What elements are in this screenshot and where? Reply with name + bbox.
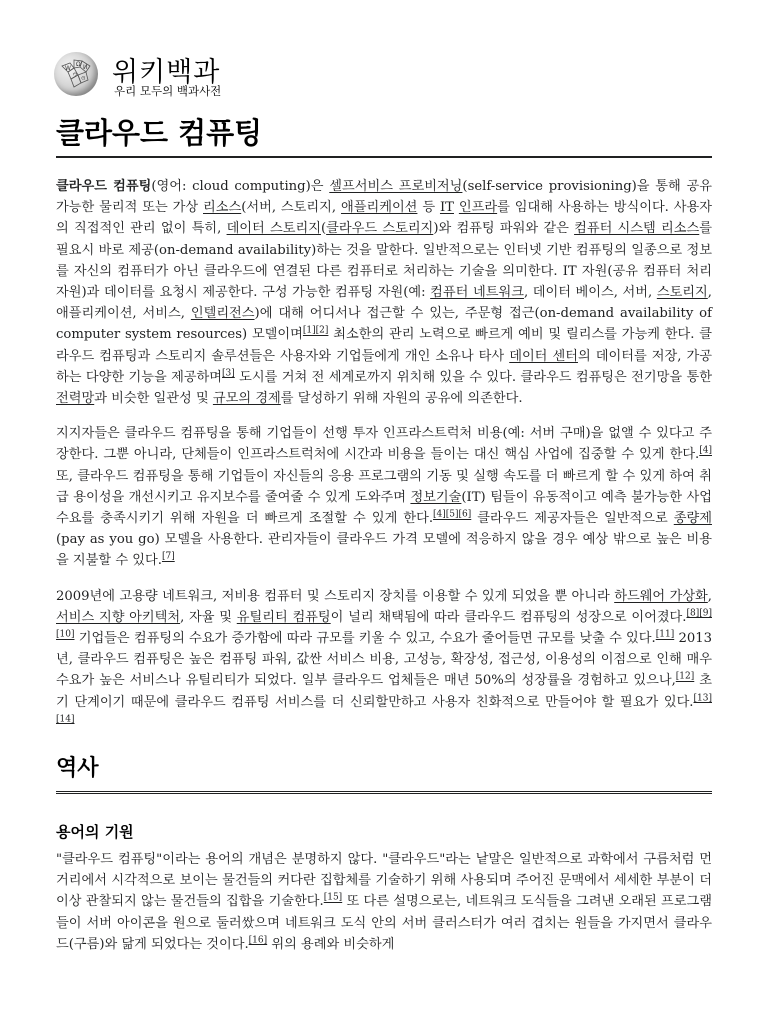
citation-15[interactable]: [15] bbox=[323, 893, 343, 904]
link-pay-as-you-go[interactable]: 종량제 bbox=[673, 511, 712, 527]
link-computer-system-resource[interactable]: 컴퓨터 시스템 리소스 bbox=[574, 221, 700, 237]
site-tagline: 우리 모두의 백과사전 bbox=[114, 84, 222, 98]
text: , 데이터 베이스, 서버, bbox=[523, 285, 657, 301]
term-bold: 클라우드 컴퓨팅 bbox=[56, 179, 152, 194]
page-title: 클라우드 컴퓨팅 bbox=[56, 116, 712, 158]
text: ( bbox=[320, 221, 327, 237]
text: (영어: cloud computing)은 bbox=[151, 179, 330, 194]
text: 초기 단계이기 때문에 클라우드 컴퓨팅 서비스를 더 신뢰할만하고 사용자 친화적으로 만들어야 할 필요가 있다. bbox=[56, 673, 712, 710]
text: 또 다른 설명으로는, 네트워크 도식들을 그려낸 오래된 프로그램들이 서버 아이콘을 원으로 둘러쌌으며 네트워크 도식 안의 서버 클러스터가 여러 겹치는 원들을 가지면서 클라우드(구름)와 닮게 되었다는 것이다. bbox=[56, 894, 712, 952]
link-information-technology[interactable]: 정보기술 bbox=[410, 489, 462, 505]
site-name[interactable]: 위키백과 bbox=[112, 57, 221, 88]
text: 도시를 거쳐 전 세계로까지 위치해 있을 수 있다. 클라우드 컴퓨팅은 전기망을 통한 bbox=[234, 369, 712, 385]
paragraph-term-origin bbox=[56, 849, 712, 955]
text: (self-service provisioning)을 통해 공유 가능한 물리적 또는 가상 bbox=[56, 179, 712, 216]
link-data-center[interactable]: 데이터 센터 bbox=[509, 348, 578, 364]
text: (IT) 팀들이 유동적이고 예측 불가능한 사업 수요를 충족시키기 위해 자원을 더 빠르게 조절할 수 있게 한다. bbox=[56, 489, 712, 527]
text: (pay as you go) 모델을 사용한다. 관리자들이 클라우드 가격 모델에 적응하지 않을 경우 예상 밖으로 높은 비용을 지불할 수 있다. bbox=[56, 532, 712, 569]
text: )에 대해 어디서나 접근할 수 있는, 주문형 접근(on-demand availability of computer system resources) 모델이며 bbox=[56, 306, 712, 343]
text: "클라우드 컴퓨팅"이라는 용어의 개념은 분명하지 않다. "클라우드"라는 낱말은 일반적으로 과학에서 구름처럼 먼 거리에서 시각적으로 보이는 물건들의 커다란 집합체를 기술하기 위해 사용되며 주어진 문맥에서 세세한 부분이 더 이상 관찰되지 않는 물건들의 집합을 기술한다. bbox=[56, 852, 712, 910]
link-resource[interactable]: 리소스 bbox=[203, 200, 242, 216]
text: 기업들은 컴퓨팅의 수요가 증가함에 따라 규모를 키울 수 있고, 수요가 줄어들면 규모를 낮출 수 있다. bbox=[74, 631, 656, 647]
citation-4[interactable]: [4] bbox=[699, 446, 712, 457]
text: 를 임대해 사용하는 방식이다. 사용자의 직접적인 관리 없이 특히, bbox=[56, 200, 712, 237]
link-it[interactable]: IT bbox=[439, 200, 454, 216]
link-storage[interactable]: 스토리지 bbox=[656, 285, 708, 301]
citation-11[interactable]: [11] bbox=[655, 629, 675, 640]
paragraph-growth bbox=[56, 586, 712, 734]
text: 또, 클라우드 컴퓨팅을 통해 기업들이 자신들의 응용 프로그램의 기동 및 실행 속도를 더 빠르게 할 수 있게 하여 취급 용이성을 개선시키고 유지보수를 줄여줄 수 있게 도와주며 bbox=[56, 468, 712, 505]
citation-3[interactable]: [3] bbox=[222, 368, 235, 379]
citation-1-2[interactable]: [1][2] bbox=[302, 326, 329, 337]
subsection-heading-origin: 용어의 기원 bbox=[56, 823, 134, 841]
citation-8-9-10[interactable]: [8][9][10] bbox=[56, 608, 712, 640]
citation-7[interactable]: [7] bbox=[161, 552, 175, 563]
svg-text:ও: ও bbox=[81, 75, 86, 82]
text: )와 컴퓨팅 파워와 같은 bbox=[433, 221, 575, 237]
wikipedia-globe-icon bbox=[54, 52, 98, 96]
link-data-storage[interactable]: 데이터 스토리지 bbox=[226, 221, 321, 237]
section-heading-history: 역사 bbox=[56, 755, 712, 794]
text: 과 비슷한 일관성 및 bbox=[94, 391, 213, 407]
link-cloud-storage[interactable]: 클라우드 스토리지 bbox=[326, 221, 434, 237]
link-soa[interactable]: 서비스 지향 아키텍처 bbox=[56, 609, 181, 625]
link-hardware-virtualization[interactable]: 하드웨어 가상화 bbox=[614, 588, 708, 604]
paragraph-intro bbox=[56, 176, 712, 409]
text: (서버, 스토리지, bbox=[241, 200, 341, 216]
article-body bbox=[56, 176, 712, 748]
link-power-grid[interactable]: 전력망 bbox=[56, 391, 95, 407]
svg-text:W: W bbox=[65, 65, 71, 72]
text: 최소한의 관리 노력으로 빠르게 예비 및 릴리스를 가능케 한다. 클라우드 컴퓨팅과 스토리지 솔루션들은 사용자와 기업들에게 개인 소유나 타사 bbox=[56, 327, 713, 364]
text: 를 필요시 바로 제공(on-demand availability)하는 것을 말한다. 일반적으로는 인터넷 기반 컴퓨팅의 일종으로 정보를 자신의 컴퓨터가 아닌 클라우드에 연결된 다른 컴퓨터로 처리하는 기술을 의미한다. IT 자원(공유 컴퓨터 처리 자원)과 데이터를 요청시 제공한다. 구성 가능한 컴퓨팅 자원(예: bbox=[56, 221, 712, 301]
citation-4-5-6[interactable]: [4][5][6] bbox=[433, 509, 472, 520]
text: 지지자들은 클라우드 컴퓨팅을 통해 기업들이 선행 투자 인프라스트럭처 비용(예: 서버 구매)을 없앨 수 있다고 주장한다. 그뿐 아니라, 단체들이 인프라스트럭처에 시간과 비용을 들이는 대신 핵심 사업에 집중할 수 있게 한다. bbox=[56, 426, 712, 463]
text: , bbox=[707, 588, 712, 604]
text: 를 달성하기 위해 자원의 공유에 의존한다. bbox=[280, 391, 523, 407]
svg-text:И: И bbox=[83, 64, 88, 71]
link-utility-computing[interactable]: 유틸리티 컴퓨팅 bbox=[236, 609, 331, 625]
text: 2013년, 클라우드 컴퓨팅은 높은 컴퓨팅 파워, 값싼 서비스 비용, 고성능, 확장성, 접근성, 이용성의 이점으로 인해 매우 수요가 높은 서비스나 유틸리티가 되었다. 일부 클라우드 업체들은 매년 50%의 성장률을 경험하고 있으나, bbox=[56, 631, 712, 689]
text: 이 널리 채택됨에 따라 클라우드 컴퓨팅의 성장으로 이어졌다. bbox=[330, 609, 687, 625]
citation-12[interactable]: [12] bbox=[675, 672, 695, 683]
text: , 애플리케이션, 서비스, bbox=[56, 285, 712, 322]
text: 2009년에 고용량 네트워크, 저비용 컴퓨터 및 스토리지 장치를 이용할 수 있게 되었을 뿐 아니라 bbox=[56, 588, 615, 604]
citation-13-14[interactable]: [13][14] bbox=[56, 693, 712, 725]
text: 등 bbox=[417, 200, 440, 216]
text: 클라우드 제공자들은 일반적으로 bbox=[471, 511, 674, 527]
svg-text:Ω: Ω bbox=[76, 61, 81, 68]
article-body-history bbox=[56, 849, 712, 955]
text: , 자율 및 bbox=[180, 609, 237, 625]
site-header[interactable] bbox=[54, 50, 354, 100]
link-self-service-provisioning[interactable]: 셀프서비스 프로비저닝 bbox=[329, 179, 463, 194]
link-intelligence[interactable]: 인텔리전스 bbox=[190, 306, 255, 322]
link-infra[interactable]: 인프라 bbox=[458, 200, 498, 216]
paragraph-proponents bbox=[56, 423, 712, 571]
link-computer-network[interactable]: 컴퓨터 네트워크 bbox=[430, 285, 524, 301]
svg-text:ウ: ウ bbox=[72, 72, 79, 79]
text: 위의 용례와 비슷하게 bbox=[267, 936, 395, 952]
link-application[interactable]: 애플리케이션 bbox=[340, 200, 418, 216]
text: 의 데이터를 저장, 가공하는 다양한 기능을 제공하며 bbox=[56, 348, 712, 385]
citation-16[interactable]: [16] bbox=[248, 935, 268, 946]
link-economies-of-scale[interactable]: 규모의 경제 bbox=[212, 391, 281, 407]
